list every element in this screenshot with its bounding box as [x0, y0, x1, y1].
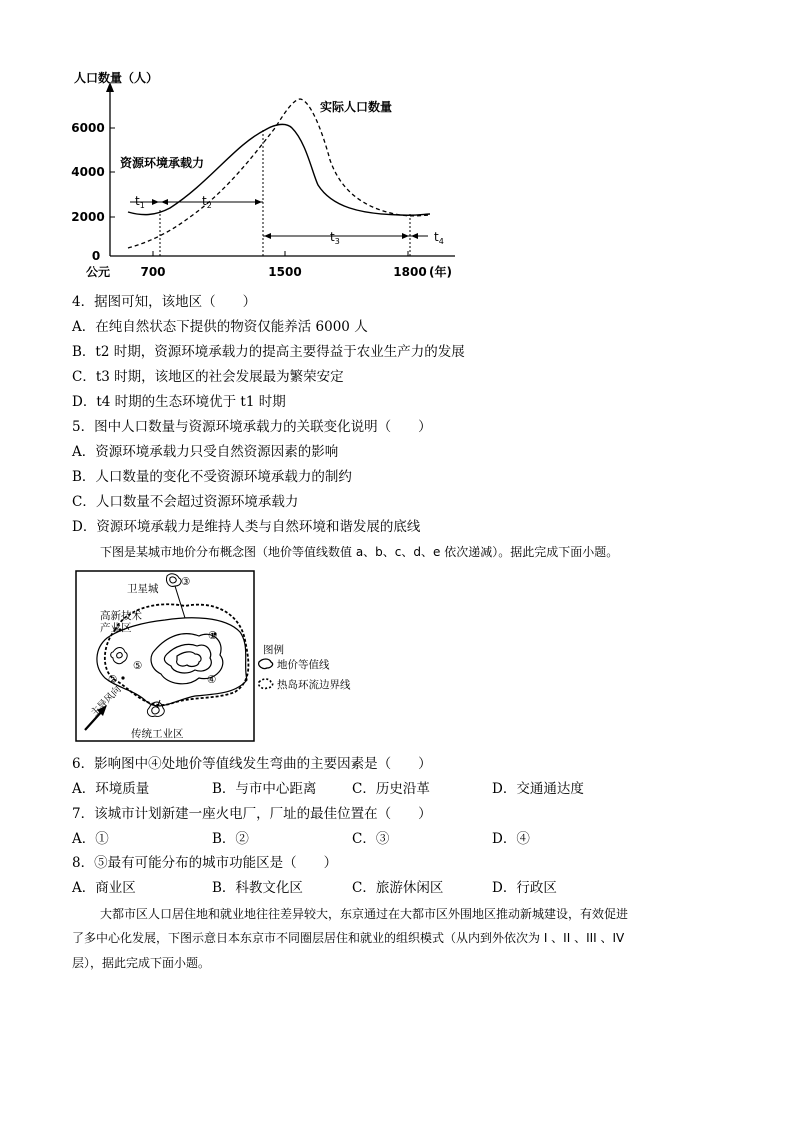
price-contour-a — [177, 652, 201, 667]
hitech-label-line1: 高新技术 — [100, 610, 142, 622]
q4-option-c[interactable]: C．t3 时期，该地区的社会发展最为繁荣安定 — [72, 369, 344, 385]
marker-1: ① — [208, 630, 218, 642]
q7-stem: 7．该城市计划新建一座火电厂，厂址的最佳位置在（ ） — [72, 806, 432, 822]
q5-option-d[interactable]: D．资源环境承载力是维持人类与自然环境和谐发展的底线 — [72, 519, 421, 535]
satellite-center — [166, 574, 181, 587]
t3-label: $t_3$ — [330, 230, 340, 246]
ytick-4000: 4000 — [71, 165, 105, 179]
q8-stem: 8．⑤最有可能分布的城市功能区是（ ） — [72, 855, 338, 871]
q7-option-b[interactable]: B．② — [212, 831, 249, 847]
q4-option-b[interactable]: B．t2 时期，资源环境承载力的提高主要得益于农业生产力的发展 — [72, 344, 465, 360]
q4-option-d[interactable]: D．t4 时期的生态环境优于 t1 时期 — [72, 394, 286, 410]
legend-contour-label: 地价等值线 — [277, 659, 330, 671]
xtick-1500: 1500 — [268, 265, 302, 279]
ytick-6000: 6000 — [71, 121, 105, 135]
xtick-1800: 1800 — [393, 265, 427, 279]
q5-option-b[interactable]: B．人口数量的变化不受资源环境承载力的制约 — [72, 469, 352, 485]
intro-tokyo-line3: 层），据此完成下面小题。 — [72, 956, 211, 970]
legend-contour-symbol — [259, 659, 273, 669]
q6-stem: 6．影响图中④处地价等值线发生弯曲的主要因素是（ ） — [72, 756, 432, 772]
q6-option-b[interactable]: B．与市中心距离 — [212, 781, 317, 797]
q5-stem: 5．图中人口数量与资源环境承载力的关联变化说明（ ） — [72, 419, 432, 435]
ytick-0: 0 — [91, 249, 101, 263]
legend-title: 图例 — [263, 644, 284, 656]
series-label-population: 实际人口数量 — [320, 100, 393, 114]
marker-2: ② — [108, 674, 118, 686]
price-contour-b — [164, 644, 211, 673]
city-map-figure — [75, 570, 365, 742]
population-chart — [60, 60, 480, 290]
intro-tokyo-line2: 了多中心化发展，下图示意日本东京市不同圈层居住和就业的组织模式（从内到外依次为 I 、II 、III 、IV — [72, 931, 625, 945]
q8-option-c[interactable]: C．旅游休闲区 — [352, 880, 444, 896]
intro-map: 下图是某城市地价分布概念图（地价等值线数值 a、b、c、d、e 依次递减）。据此完成下面小题。 — [100, 545, 619, 559]
series-label-carrying: 资源环境承载力 — [120, 156, 205, 170]
xtick-700: 700 — [140, 265, 166, 279]
q4-option-a[interactable]: A．在纯自然状态下提供的物资仅能养活 6000 人 — [72, 319, 368, 335]
q5-option-c[interactable]: C．人口数量不会超过资源环境承载力 — [72, 494, 299, 510]
q6-option-c[interactable]: C．历史沿革 — [352, 781, 430, 797]
legend-boundary-label: 热岛环流边界线 — [277, 679, 351, 691]
legend-boundary-symbol — [259, 679, 273, 689]
marker-4: ④ — [207, 674, 217, 686]
t1-label: $t_1$ — [135, 194, 145, 210]
marker-3: ③ — [181, 576, 191, 588]
q7-option-a[interactable]: A．① — [72, 831, 109, 847]
intro-tokyo-line1: 大都市区人口居住地和就业地往往差异较大，东京通过在大都市区外围地区推动新城建设，有效促进 — [100, 907, 629, 921]
q6-option-d[interactable]: D．交通通达度 — [492, 781, 584, 797]
q8-option-d[interactable]: D．行政区 — [492, 880, 557, 896]
marker-5: ⑤ — [133, 660, 143, 672]
q7-option-c[interactable]: C．③ — [352, 831, 390, 847]
x-origin-label: 公元 — [86, 265, 111, 279]
q6-option-a[interactable]: A．环境质量 — [72, 781, 150, 797]
hitech-center — [111, 648, 127, 664]
wind-direction-label: 主导风向 — [89, 684, 124, 719]
q8-option-a[interactable]: A．商业区 — [72, 880, 136, 896]
q7-option-d[interactable]: D．④ — [492, 831, 530, 847]
t4-label: $t_4$ — [434, 230, 444, 246]
q5-option-a[interactable]: A．资源环境承载力只受自然资源因素的影响 — [72, 444, 339, 460]
ytick-2000: 2000 — [71, 210, 105, 224]
y-axis-label: 人口数量（人） — [74, 71, 159, 85]
q8-option-b[interactable]: B．科教文化区 — [212, 880, 303, 896]
actual-population-line — [128, 99, 430, 248]
x-axis-label: (年) — [429, 265, 452, 279]
satellite-city-label: 卫星城 — [127, 583, 159, 595]
road-north — [175, 586, 185, 618]
t2-label: $t_2$ — [202, 194, 212, 210]
hitech-label-line2: 产业区 — [100, 622, 132, 634]
q4-stem: 4．据图可知，该地区（ ） — [72, 294, 257, 310]
industry-label: 传统工业区 — [131, 728, 184, 740]
